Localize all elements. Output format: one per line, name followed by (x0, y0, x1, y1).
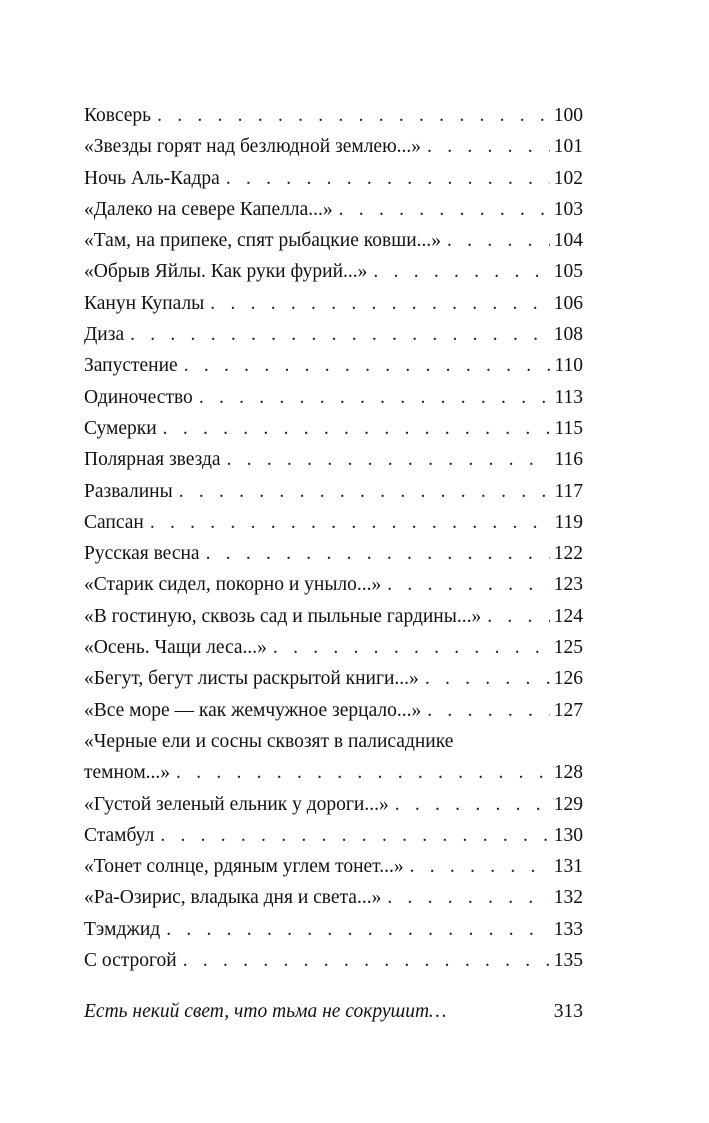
dot-leader (425, 663, 550, 694)
toc-entry-title: «Далеко на севере Капелла...» (84, 198, 333, 220)
toc-entry[interactable] (84, 945, 583, 976)
dot-leader (387, 569, 549, 600)
dot-leader (427, 131, 550, 162)
dot-leader (395, 789, 550, 820)
toc-entry-page: 117 (554, 480, 583, 502)
toc-entry[interactable] (84, 695, 583, 726)
dot-leader (150, 507, 551, 538)
toc-entry-title: «Осень. Чащи леса...» (84, 637, 267, 659)
toc-entry[interactable] (84, 163, 583, 194)
toc-entry-title: Одиночество (84, 386, 193, 408)
toc-entry-title: Развалины (84, 480, 173, 502)
toc-entry[interactable] (84, 194, 583, 225)
dot-leader (387, 882, 549, 913)
toc-entry[interactable] (84, 538, 583, 569)
toc-entry-page: 122 (553, 543, 583, 565)
toc-entry-title: Запустение (84, 355, 178, 377)
dot-leader (166, 914, 550, 945)
page-number: 313 (553, 1001, 583, 1022)
table-of-contents (84, 100, 583, 976)
toc-entry[interactable] (84, 882, 583, 913)
toc-entry[interactable] (84, 632, 583, 663)
toc-entry-title: Тэмджид (84, 918, 161, 940)
toc-entry-page: 126 (553, 668, 583, 690)
toc-entry-page: 116 (554, 449, 583, 471)
page-footer (84, 1001, 583, 1023)
toc-entry-title: «Тонет солнце, рдяным углем тонет...» (84, 856, 404, 878)
toc-entry-title-line1: «Черные ели и сосны сквозят в палисаднике (84, 730, 454, 752)
toc-entry-title: Сумерки (84, 417, 157, 439)
toc-entry-page: 127 (553, 699, 583, 721)
toc-entry-title: «Все море — как жемчужное зерцало...» (84, 699, 422, 721)
toc-entry-page: 105 (553, 261, 583, 283)
dot-leader (160, 820, 549, 851)
toc-entry[interactable] (84, 131, 583, 162)
toc-entry[interactable] (84, 100, 583, 131)
toc-entry[interactable] (84, 225, 583, 256)
toc-entry-title: Стамбул (84, 824, 155, 846)
dot-leader (157, 100, 550, 131)
toc-entry[interactable] (84, 476, 583, 507)
toc-entry-page: 130 (553, 824, 583, 846)
toc-entry-title: Ночь Аль-Кадра (84, 167, 220, 189)
toc-entry-page: 103 (553, 198, 583, 220)
toc-entry[interactable] (84, 288, 583, 319)
toc-entry[interactable] (84, 507, 583, 538)
toc-entry-title: «Обрыв Яйлы. Как руки фурий...» (84, 261, 368, 283)
toc-entry-page: 110 (554, 355, 583, 377)
dot-leader (410, 851, 550, 882)
toc-entry-page: 115 (554, 417, 583, 439)
toc-entry-page: 102 (553, 167, 583, 189)
toc-entry-title: «Бегут, бегут листы раскрытой книги...» (84, 668, 419, 690)
dot-leader (226, 163, 550, 194)
toc-entry-page: 106 (553, 292, 583, 314)
dot-leader (427, 695, 549, 726)
toc-entry[interactable] (84, 820, 583, 851)
toc-entry-page: 100 (553, 105, 583, 126)
toc-entry-title: «Старик сидел, покорно и уныло...» (84, 574, 382, 596)
dot-leader (273, 632, 550, 663)
toc-entry-title: «Звезды горят над безлюдной землею...» (84, 136, 422, 158)
toc-entry-page: 133 (553, 918, 583, 940)
dot-leader (176, 757, 550, 788)
toc-entry-page: 131 (553, 856, 583, 878)
toc-entry-page: 128 (553, 762, 583, 784)
toc-entry-page: 135 (553, 950, 583, 972)
toc-entry-page: 129 (553, 793, 583, 815)
toc-entry-page: 123 (553, 574, 583, 596)
dot-leader (210, 288, 549, 319)
toc-entry-page: 108 (553, 324, 583, 346)
toc-entry-title: «Ра-Озирис, владыка дня и света...» (84, 887, 382, 909)
toc-entry-page: 132 (553, 887, 583, 909)
toc-entry-page: 101 (553, 136, 583, 158)
toc-entry[interactable] (84, 914, 583, 945)
dot-leader (130, 319, 550, 350)
dot-leader (199, 382, 551, 413)
dot-leader (184, 350, 551, 381)
toc-entry-title: С острогой (84, 950, 177, 972)
running-title: Есть некий свет, что тьма не сокрушит… (84, 1001, 447, 1022)
toc-entry[interactable] (84, 319, 583, 350)
toc-entry-page: 113 (554, 386, 583, 408)
toc-entry[interactable] (84, 789, 583, 820)
dot-leader (206, 538, 550, 569)
toc-entry[interactable] (84, 663, 583, 694)
dot-leader (183, 945, 550, 976)
toc-entry[interactable] (84, 851, 583, 882)
toc-entry-title: «Там, на припеке, спят рыбацкие ковши...» (84, 230, 442, 252)
toc-entry-page: 124 (553, 605, 583, 627)
toc-entry[interactable] (84, 382, 583, 413)
dot-leader (339, 194, 550, 225)
toc-entry-title: Русская весна (84, 543, 200, 565)
toc-entry-title: «Густой зеленый ельник у дороги...» (84, 793, 389, 815)
dot-leader (487, 601, 550, 632)
toc-entry[interactable] (84, 569, 583, 600)
toc-entry-title: Сапсан (84, 511, 144, 533)
dot-leader (163, 413, 551, 444)
toc-entry-page: 104 (553, 230, 583, 252)
toc-entry[interactable] (84, 256, 583, 287)
toc-entry-title: Канун Купалы (84, 292, 205, 314)
toc-entry-page: 125 (553, 637, 583, 659)
toc-entry-title: Ковсерь (84, 105, 152, 126)
dot-leader (373, 256, 549, 287)
toc-entry[interactable] (84, 350, 583, 381)
toc-entry[interactable] (84, 726, 583, 789)
toc-entry[interactable] (84, 413, 583, 444)
dot-leader (227, 444, 551, 475)
toc-entry-title: Диза (84, 324, 125, 346)
toc-entry[interactable] (84, 444, 583, 475)
dot-leader (179, 476, 551, 507)
toc-entry[interactable] (84, 601, 583, 632)
toc-entry-title: «В гостиную, сквозь сад и пыльные гардины...» (84, 605, 482, 627)
toc-entry-page: 119 (554, 511, 583, 533)
toc-entry-title: Полярная звезда (84, 449, 221, 471)
toc-entry-title-line2: темном...» (84, 762, 171, 784)
dot-leader (447, 225, 550, 256)
